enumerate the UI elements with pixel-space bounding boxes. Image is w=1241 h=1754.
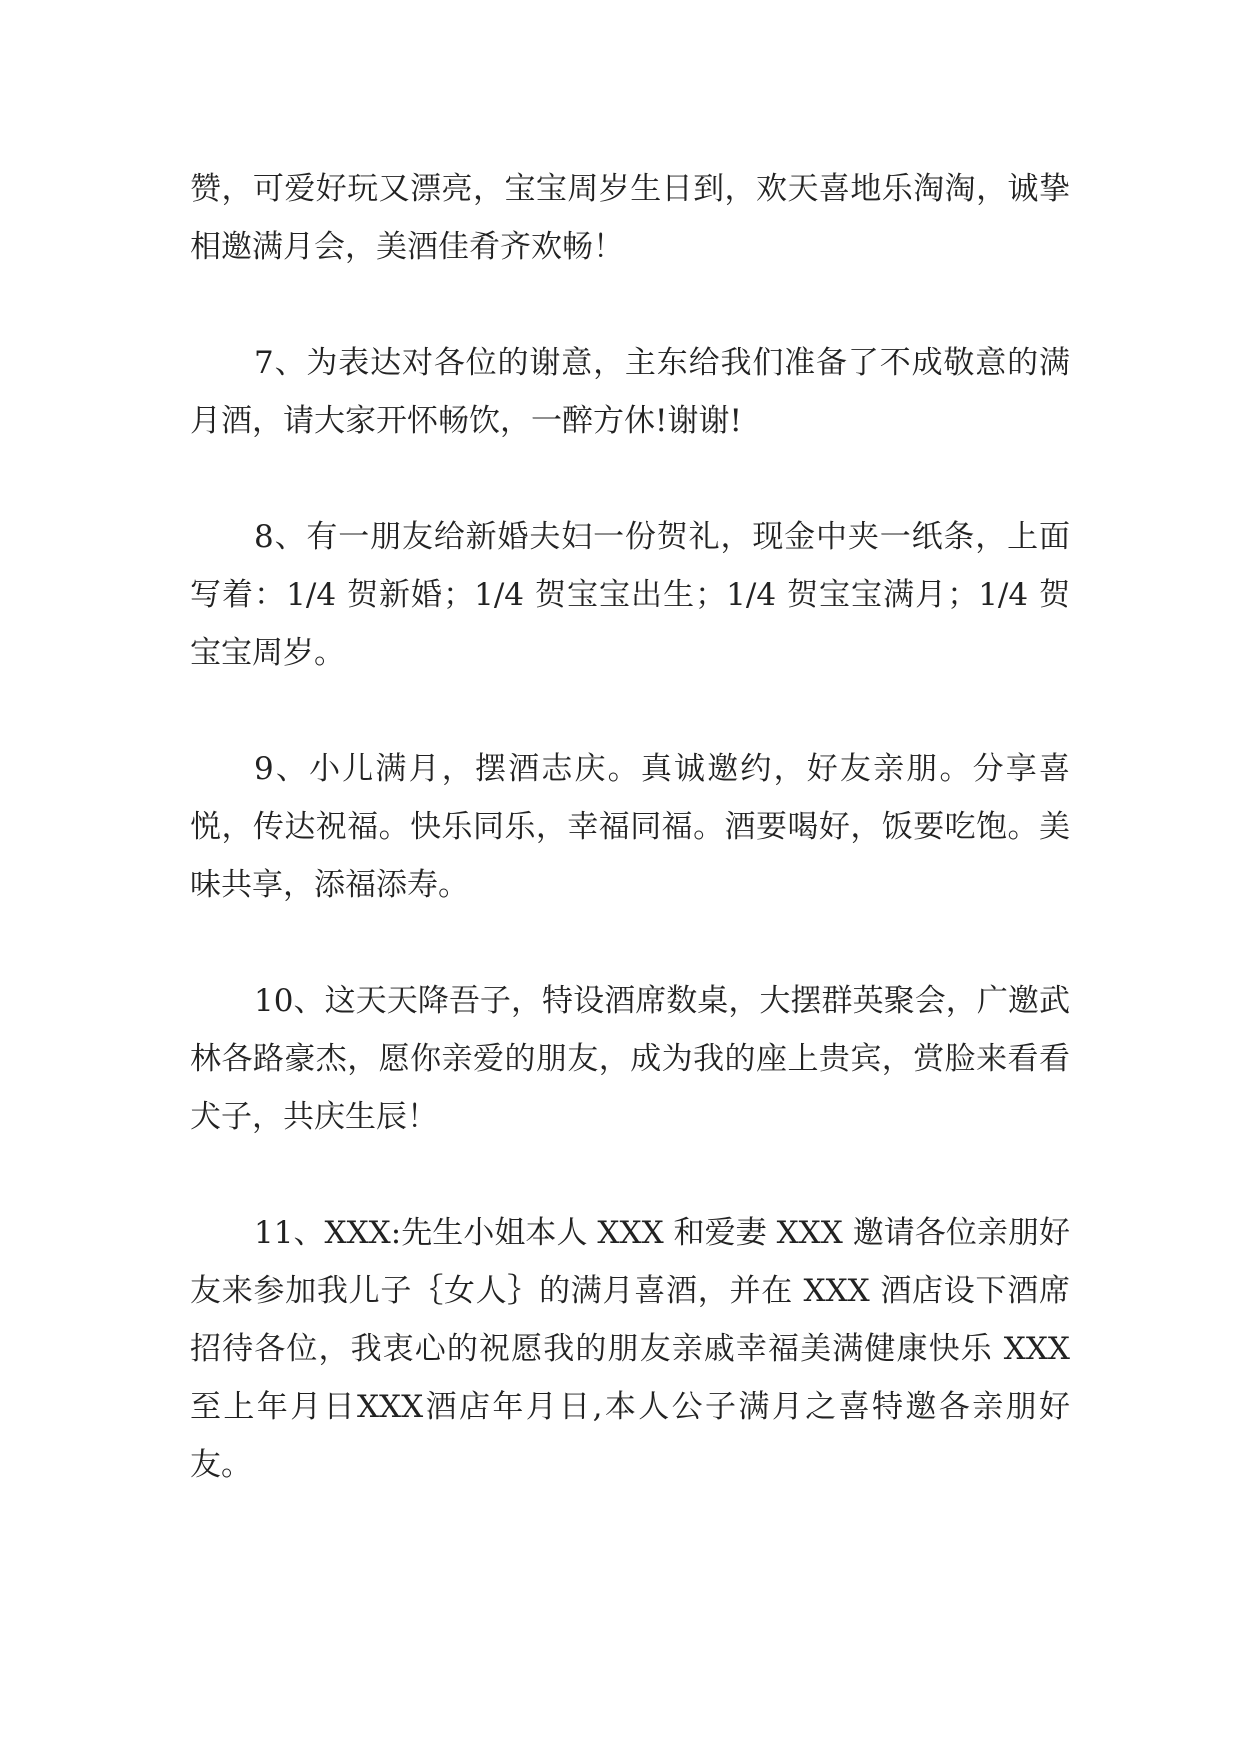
document-body: [190, 160, 1070, 1552]
paragraph-6-continued: 赞，可爱好玩又漂亮，宝宝周岁生日到，欢天喜地乐淘淘，诚挚相邀满月会，美酒佳肴齐欢畅！: [190, 171, 1070, 265]
paragraph-11: 11、XXX:先生小姐本人 XXX 和爱妻 XXX 邀请各位亲朋好友来参加我儿子｛女人｝的满月喜酒，并在 XXX 酒店设下酒席招待各位，我衷心的祝愿我的朋友亲戚幸福美满健康快乐 XXX 至上年月日XXX酒店年月日,本人公子满月之喜特邀各亲朋好友。: [190, 1215, 1070, 1483]
paragraph-7: 7、为表达对各位的谢意，主东给我们准备了不成敬意的满月酒，请大家开怀畅饮，一醉方休!谢谢!: [190, 345, 1070, 439]
paragraph-9: 9、小儿满月，摆酒志庆。真诚邀约，好友亲朋。分享喜悦，传达祝福。快乐同乐，幸福同福。酒要喝好，饭要吃饱。美味共享，添福添寿。: [190, 751, 1070, 903]
paragraph-8: 8、有一朋友给新婚夫妇一份贺礼，现金中夹一纸条，上面写着：1/4 贺新婚；1/4 贺宝宝出生；1/4 贺宝宝满月；1/4 贺宝宝周岁。: [190, 519, 1070, 671]
paragraph-10: 10、这天天降吾子，特设酒席数桌，大摆群英聚会，广邀武林各路豪杰，愿你亲爱的朋友，成为我的座上贵宾，赏脸来看看犬子，共庆生辰！: [190, 983, 1070, 1135]
